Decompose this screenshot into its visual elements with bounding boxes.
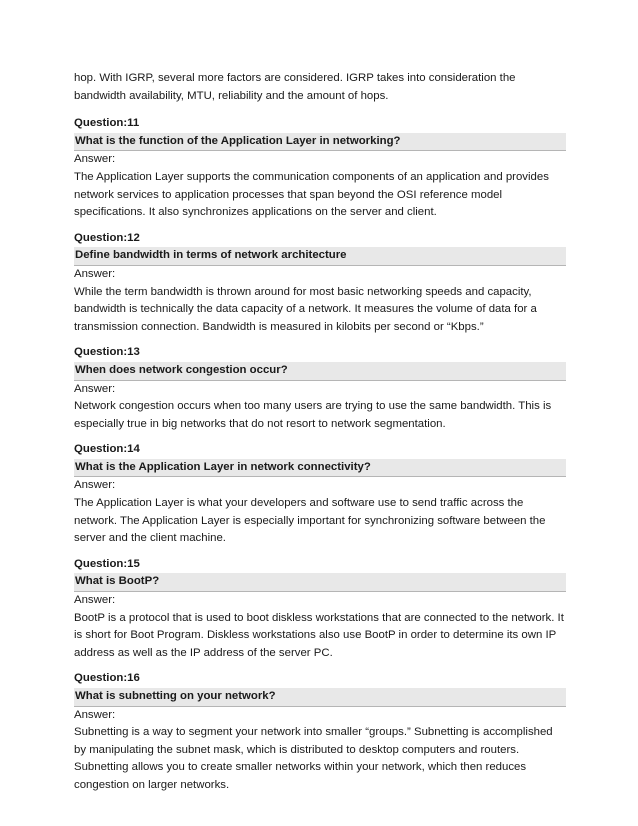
answer-text: BootP is a protocol that is used to boot diskless workstations that are connected to the network. It is short for Boot Program. Diskless workstations also use BootP in order to determine its own IP address as well as the IP address of the server PC. xyxy=(74,611,564,659)
document-page xyxy=(74,70,566,803)
answer-label: Answer: xyxy=(74,708,116,721)
answer-label: Answer: xyxy=(74,594,116,607)
question-title: When does network congestion occur? xyxy=(74,362,566,381)
answer-label: Answer: xyxy=(74,479,116,492)
question-title: What is the Application Layer in network connectivity? xyxy=(74,459,566,478)
answer-text: Subnetting is a way to segment your network into smaller “groups.” Subnetting is accomplished by manipulating the subnet mask, which is distributed to desktop computers and routers. Subnetting allows you to create smaller networks within your network, which then reduces congestion on larger networks. xyxy=(74,726,553,791)
question-number: Question:12 xyxy=(74,231,140,244)
question-block xyxy=(74,670,566,794)
question-title: Define bandwidth in terms of network architecture xyxy=(74,247,566,266)
question-block xyxy=(74,441,566,548)
answer-label: Answer: xyxy=(74,267,116,280)
question-title: What is BootP? xyxy=(74,573,566,592)
question-number: Question:11 xyxy=(74,117,140,130)
question-title: What is the function of the Application Layer in networking? xyxy=(74,133,566,152)
question-block xyxy=(74,556,566,663)
intro-paragraph: hop. With IGRP, several more factors are considered. IGRP takes into consideration the bandwidth availability, MTU, reliability and the amount of hops. xyxy=(74,72,516,102)
question-block xyxy=(74,230,566,337)
question-number: Question:13 xyxy=(74,346,140,359)
answer-text: The Application Layer supports the communication components of an application and provides network services to application processes that span beyond the OSI reference model specifications. It also synchronizes applications on the server and client. xyxy=(74,170,549,219)
question-number: Question:14 xyxy=(74,443,140,456)
answer-text: While the term bandwidth is thrown around for most basic networking speeds and capacity, bandwidth is technically the data capacity of a network. It measures the volume of data for a transmission connection. Bandwidth is measured in kilobits per second or “Kbps.” xyxy=(74,285,537,333)
answer-label: Answer: xyxy=(74,153,116,166)
question-number: Question:16 xyxy=(74,672,140,685)
question-number: Question:15 xyxy=(74,557,140,570)
question-block xyxy=(74,344,566,433)
question-title: What is subnetting on your network? xyxy=(74,688,566,707)
answer-text: The Application Layer is what your developers and software use to send traffic across the network. The Application Layer is especially important for synchronizing software between the server and the client machine. xyxy=(74,497,546,545)
question-block xyxy=(74,115,566,222)
answer-label: Answer: xyxy=(74,382,116,395)
answer-text: Network congestion occurs when too many users are trying to use the same bandwidth. This is especially true in big networks that do not resort to network segmentation. xyxy=(74,400,552,430)
